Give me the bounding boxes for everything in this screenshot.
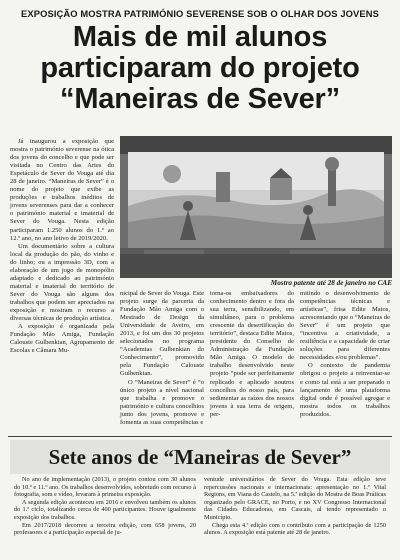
article-column-2 bbox=[120, 290, 204, 427]
article-column-4 bbox=[300, 290, 390, 419]
paragraph: Chega esta 4.ª edição com o contributo com a participação de 1250 alunos. A exposição está patente até 28 de janeiro. bbox=[204, 521, 386, 537]
paragraph: torna-os embaixadores do conhecimento dentro e fora da sua terra, sensibilizando, em simultâneo, para o problema crescente da desertificação do território”, destaca Edite Matos, presidente do Conselho de Administração da Fundação Mão Amiga. O modelo de trabalho desenvolvido neste projeto “pode ser perfeitamente replicado e aplicado noutros concelhos do nosso país, para sedimentar as raízes dos nossos jovens à sua terra de origem, per- bbox=[210, 290, 294, 418]
paragraph: nicipal de Sever do Vouga. Este projeto surge da parceria da Fundação Mão Amiga com o Mestrado de Design da Universidade de Aveiro, em 2013, e foi um dos 30 projetos selecionados no programa “Academias Gulbenkian do Conhecimento”, promovido pela Fundação Calouste Gulbenkian. bbox=[120, 290, 204, 378]
article-column-1 bbox=[10, 138, 114, 355]
paragraph: Em 2017/2018 decorreu a terceira edição, com 658 jovens, 20 professores e a participação especial de ju- bbox=[14, 521, 196, 537]
mural-illustration bbox=[120, 136, 392, 278]
headline-line-1: Mais de mil alunos bbox=[72, 21, 328, 53]
paragraph: A exposição é organizada pela Fundação Mão Amiga, Fundação Calouste Gulbenkian, Agrupamento de Escolas e Câmara Mu- bbox=[10, 323, 114, 355]
box-column-left bbox=[14, 476, 196, 537]
paragraph: Já inaugurou a exposição que mostra o património severense na ótica dos jovens do concelho e que pode ser visitada no Centro das Artes do Espetáculo de Sever do Vouga até dia 28 de janeiro. “Maneiras de Sever” é o nome do projeto que exibe as produções e trabalhos inéditos de jovens severenses para dar a conhecer o património material e imaterial de Sever do Vouga. Nesta edição participaram 1.250 alunos do 1.º ao 12.º ano, no ano letivo de 2019/2020. bbox=[10, 138, 114, 242]
box-column-right bbox=[204, 476, 386, 537]
paragraph: No ano de implementação (2013), o projeto contou com 30 alunos do 10.º e 11.º ano. Os trabalhos desenvolvidos, sobretudo com recurso à fotografia, som e vídeo, levaram à primeira exposição. bbox=[14, 476, 196, 499]
section-divider bbox=[8, 436, 392, 437]
exhibition-photo bbox=[120, 136, 392, 278]
article-column-3 bbox=[210, 290, 294, 419]
box-headline: Sete anos de “Maneiras de Sever” bbox=[48, 445, 352, 469]
kicker: EXPOSIÇÃO MOSTRA PATRIMÓNIO SEVERENSE SOB O OLHAR DOS JOVENS bbox=[21, 8, 379, 19]
paragraph: ventude universitários de Sever do Vouga. Esta edição teve repercussões nacionais e internacionais: apresentação no 1.º Vital Regions, em Viana do Castelo, na 5.ª edição do Mostra de Boas Práticas organizado pelo GRACE, no Porto, e no XV Congresso Internacional das Cidades Educadoras, em Cascais, al tendo representado o Município. bbox=[204, 476, 386, 521]
photo-caption: Mostra patente até 28 de janeiro no CAE bbox=[270, 279, 392, 287]
paragraph: O contexto de pandemia obrigou o projeto a reinventar-se e como tal está a ser preparado o lançamento de uma plataforma digital onde é possível agregar e mostra todos os trabalhos produzidos. bbox=[300, 362, 390, 418]
paragraph: O “Maneiras de Sever” é “o único projeto a nível nacional que trabalha e promove o património e cultura concelhios junto dos jovens, promove e fomenta as suas competências e bbox=[120, 378, 204, 426]
headline-line-2: participaram do projeto bbox=[40, 52, 360, 84]
headline bbox=[8, 22, 392, 115]
paragraph: A segunda edição aconteceu em 2016 e envolveu também os alunos do 1.º ciclo, totalizando cerca de 400 participantes. Houve igualmente exposição dos trabalhos. bbox=[14, 498, 196, 521]
paragraph: mitindo o desenvolvimento de competências técnicas e artísticas”, frisa Edite Matos, acrescentando que o “Maneiras de Sever” é um projeto que “incentiva a criatividade, a resiliência e a capacidade de criar soluções para diferentes necessidades e/ou problemas”. bbox=[300, 290, 390, 362]
headline-line-3: “Maneiras de Sever” bbox=[60, 83, 340, 115]
paragraph: Um documentário sobre a cultura local da produção do pão, do vinho e do linho; ou a impressão 3D, com a elaboração de um jogo de monopólio adaptado e dedicado ao património material e imaterial do território de Sever do Vouga são alguns dos trabalhos que podem ser apreciados na exposição e mostram o recurso a diversas técnicas de produção artística. bbox=[10, 242, 114, 323]
